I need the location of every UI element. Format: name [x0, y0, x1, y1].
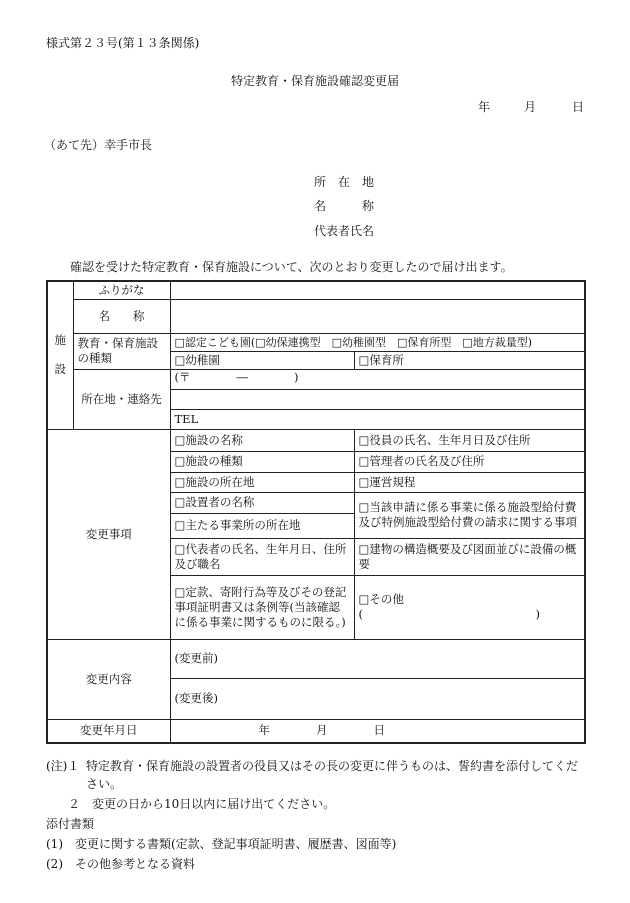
attachment-1: (1) 変更に関する書類(定款、登記事項証明書、履歴書、図面等) [46, 837, 397, 851]
item-operating-rules[interactable]: □運営規程 [354, 472, 585, 492]
before-change-field[interactable]: (変更前) [170, 639, 585, 678]
facility-name-field[interactable] [170, 299, 585, 333]
item-facility-location[interactable]: □施設の所在地 [170, 472, 354, 492]
item-facility-type[interactable]: □施設の種類 [170, 451, 354, 472]
note-1-prefix: (注)１ [46, 759, 80, 773]
date-year: 年 [478, 100, 491, 114]
intro-text: 確認を受けた特定教育・保育施設について、次のとおり変更したので届け出ます。 [70, 260, 513, 274]
change-date-label: 変更年月日 [47, 719, 170, 743]
item-building-structure[interactable]: □建物の構造概要及び図面並びに設備の概要 [354, 538, 585, 575]
item-other-label: □その他 [358, 592, 404, 606]
item-other[interactable] [354, 575, 585, 639]
facility-label-cell [47, 281, 73, 429]
item-founder-name[interactable]: □設置者の名称 [170, 492, 354, 513]
item-manager-info[interactable]: □管理者の氏名及び住所 [354, 451, 585, 472]
address-field[interactable] [170, 389, 585, 409]
applicant-location-label: 所 在 地 [314, 175, 375, 189]
date-month: 月 [524, 100, 537, 114]
furigana-field[interactable] [170, 281, 585, 299]
type-certified-option[interactable]: □認定こども園(□幼保連携型 □幼稚園型 □保育所型 □地方裁量型) [170, 333, 585, 351]
type-kindergarten-option[interactable]: □幼稚園 [170, 351, 354, 369]
postal-field[interactable]: (〒 ― ) [170, 369, 585, 389]
attachments-title: 添付書類 [46, 817, 95, 831]
applicant-name-label: 名 称 [314, 199, 375, 213]
after-change-field[interactable]: (変更後) [170, 678, 585, 719]
change-date-field[interactable]: 年 月 日 [170, 719, 585, 743]
item-articles-of-incorporation[interactable]: □定款、寄附行為等及びその登記事項証明書又は条例等(当該確認に係る事業に関するものに限る。) [170, 575, 354, 639]
item-other-detail[interactable]: ( ) [358, 607, 540, 621]
applicant-representative-label: 代表者氏名 [314, 224, 375, 238]
note-2: ２ 変更の日から10日以内に届け出てください。 [68, 797, 336, 811]
address-label: 所在地・連絡先 [73, 369, 170, 429]
furigana-label: ふりがな [73, 281, 170, 299]
facility-change-form-table [46, 280, 586, 744]
change-content-label: 変更内容 [47, 639, 170, 719]
addressee: （あて先）幸手市長 [44, 138, 153, 152]
notes-section [46, 757, 586, 873]
form-number: 様式第２３号(第１３条関係) [46, 36, 200, 50]
tel-field[interactable]: TEL [170, 409, 585, 429]
facility-label-1: 施 [54, 333, 66, 348]
attachment-2: (2) その他参考となる資料 [46, 857, 195, 871]
form-title: 特定教育・保育施設確認変更届 [230, 74, 399, 88]
note-1-text: 特定教育・保育施設の設置者の役員又はその長の変更に伴うものは、誓約書を添付してください。 [86, 759, 579, 791]
facility-type-label: 教育・保育施設の種類 [73, 333, 170, 369]
type-nursery-option[interactable]: □保育所 [354, 351, 585, 369]
item-benefit-claim[interactable]: □当該申請に係る事業に係る施設型給付費及び特例施設型給付費の請求に関する事項 [354, 492, 585, 538]
date-day: 日 [572, 100, 585, 114]
item-officer-info[interactable]: □役員の氏名、生年月日及び住所 [354, 429, 585, 451]
item-representative-info[interactable]: □代表者の氏名、生年月日、住所及び職名 [170, 538, 354, 575]
item-facility-name[interactable]: □施設の名称 [170, 429, 354, 451]
facility-label-2: 設 [54, 362, 66, 377]
change-items-label: 変更事項 [47, 429, 170, 639]
facility-name-label: 名 称 [73, 299, 170, 333]
item-main-office-location[interactable]: □主たる事業所の所在地 [170, 513, 354, 538]
